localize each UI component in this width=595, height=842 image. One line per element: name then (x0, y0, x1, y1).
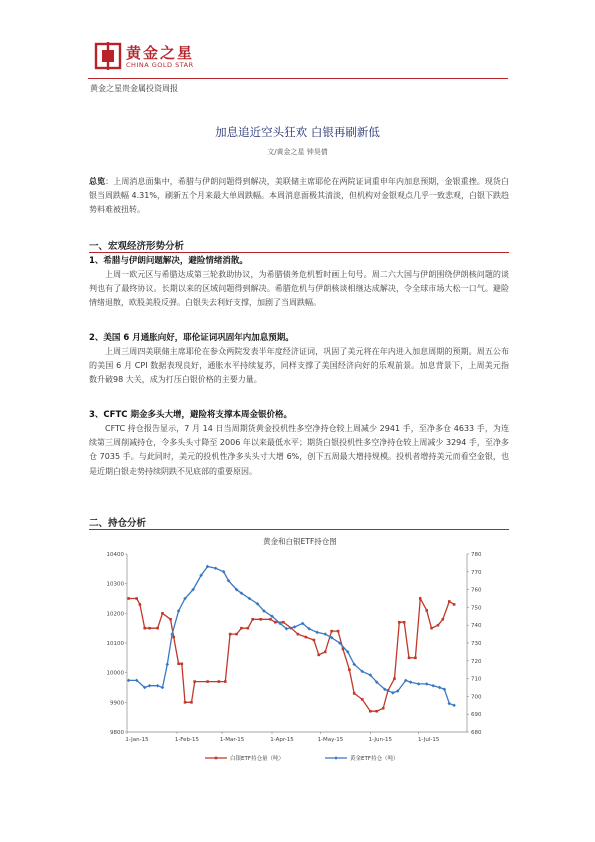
series-point (229, 633, 232, 636)
series-point (305, 636, 308, 639)
chart-tick-labels (107, 552, 482, 743)
series-point (240, 627, 243, 630)
series-point (251, 618, 254, 621)
series-point (324, 651, 327, 654)
series-point (161, 612, 164, 615)
series-point (398, 621, 401, 624)
chart-series (127, 565, 456, 713)
chart-axes (125, 554, 469, 734)
series-point (206, 680, 209, 683)
y-left-tick-label: 10100 (106, 641, 124, 647)
series-point (425, 682, 429, 686)
series-point (442, 618, 445, 621)
series-line (129, 567, 455, 706)
summary-paragraph (89, 175, 509, 218)
chart-legend (205, 754, 399, 762)
series-point (417, 682, 421, 686)
y-right-tick-label: 720 (471, 658, 482, 665)
y-right-tick-label: 750 (471, 605, 482, 612)
section-divider (89, 529, 509, 530)
series-point (218, 680, 221, 683)
series-point (403, 621, 406, 624)
series-point (431, 684, 435, 688)
series-point (409, 680, 413, 684)
series-point (184, 701, 187, 704)
series-point (425, 609, 428, 612)
series-point (369, 710, 372, 713)
summary-text: ：上周消息面集中，希腊与伊朗问题得到解决，美联储主席耶伦在两院证词重申年内加息预期，金银重挫。现货白银当周跌幅 4.31%，刷新五个月来最大单周跌幅。本周消息面极其清淡，但机构对金银观点几乎一致悲观，白银下跌趋势料难被扭转。 (89, 177, 510, 215)
y-right-tick-label: 780 (471, 552, 482, 558)
series-point (259, 618, 262, 621)
subsection-heading: 1、希腊与伊朗问题解决，避险情绪消散。 (89, 256, 248, 266)
series-point (414, 657, 417, 660)
series-point (156, 627, 159, 630)
legend-marker (334, 756, 338, 760)
series-point (148, 627, 151, 630)
y-right-tick-label: 740 (471, 623, 482, 630)
series-point (214, 566, 218, 570)
series-point (453, 603, 456, 606)
legend-label: 黄金ETF持仓（吨） (350, 756, 399, 762)
series-point (269, 618, 272, 621)
x-tick-label: 1-May-15 (317, 737, 344, 743)
series-point (382, 707, 385, 710)
series-point (330, 630, 333, 633)
y-left-tick-label: 9800 (110, 730, 124, 736)
etf-holdings-chart (95, 532, 505, 772)
series-point (156, 684, 160, 688)
series-point (127, 679, 131, 683)
y-left-tick-label: 10400 (106, 552, 124, 558)
series-point (169, 618, 172, 621)
series-point (143, 627, 146, 630)
y-right-tick-label: 680 (471, 730, 482, 736)
x-tick-label: 1-Mar-15 (219, 737, 245, 743)
logo-text: 黄金之星 (126, 44, 195, 62)
legend-marker (215, 757, 218, 760)
series-point (274, 621, 277, 624)
series-point (135, 597, 138, 600)
x-tick-label: 1-Feb-15 (174, 737, 200, 743)
series-point (361, 698, 364, 701)
series-point (452, 704, 456, 708)
y-right-tick-label: 710 (471, 676, 482, 683)
x-tick-label: 1-Jun-15 (368, 737, 393, 743)
x-tick-label: 1-Jan-15 (125, 737, 149, 743)
series-point (438, 686, 442, 690)
legend-label: 白银ETF持仓量（吨） (230, 756, 284, 762)
series-point (148, 684, 152, 688)
y-right-tick-label: 690 (471, 712, 482, 719)
series-point (224, 680, 227, 683)
series-point (447, 702, 451, 706)
y-right-tick-label: 770 (471, 569, 482, 576)
series-point (293, 625, 297, 629)
series-point (443, 687, 447, 691)
series-point (393, 677, 396, 680)
series-point (247, 627, 250, 630)
series-point (313, 639, 316, 642)
series-point (190, 701, 193, 704)
series-point (172, 636, 175, 639)
header-divider (88, 78, 508, 79)
series-point (139, 603, 142, 606)
subsection-heading: 2、美国 6 月通胀向好，耶伦证词巩固年内加息预期。 (89, 333, 294, 343)
series-point (161, 686, 165, 690)
article-author: 文/黄金之星 钟昊倩 (267, 148, 328, 156)
series-point (348, 668, 351, 671)
y-left-tick-label: 10000 (106, 670, 124, 677)
logo-mark-icon (94, 42, 122, 70)
series-point (177, 662, 180, 665)
series-point (375, 710, 378, 713)
subsection-paragraph: CFTC 持仓报告显示，7 月 14 日当周期货黄金投机性多空净持仓较上周减少 2941 手，至净多仓 4633 手，为连续第三周削减持仓，令多头头寸降至 2006 年以来最低水平；期货白银投机性多空净持仓较上周减少 3294 手，至净多仓 7035 手。与此同时，美元的投机性净多头头寸大增 6%，创下五周最大增持规模。投机者增持美元而看空金银，也是近期白银走势持续阴跌不见底部的重要原因。 (89, 424, 509, 476)
series-point (337, 630, 340, 633)
series-point (127, 597, 130, 600)
subsection-heading: 3、CFTC 期金多头大增，避险将支撑本周金银价格。 (89, 410, 292, 420)
logo (94, 42, 234, 74)
series-point (419, 597, 422, 600)
section-heading-positions: 二、持仓分析 (89, 518, 147, 529)
series-point (282, 621, 285, 624)
section-divider (89, 252, 509, 253)
y-right-tick-label: 730 (471, 641, 482, 647)
series-point (437, 624, 440, 627)
subsection-paragraph: 上周三周四美联储主席耶伦在参众两院发表半年度经济证词，巩固了美元将在年内进入加息周期的预期。周五公布的美国 6 月 CPI 数据表现良好，通胀水平持续复苏，同样支撑了美国经济向好的乐观前景。加息背景下，上周美元指数升破98 大关，成为打压白银价格的主要力量。 (89, 347, 509, 385)
series-point (430, 627, 433, 630)
series-point (193, 680, 196, 683)
subsection-paragraph: 上周一欧元区与希腊达成第三轮救助协议，为希腊债务危机暂时画上句号。周二六大国与伊朗围绕伊朗核问题的谈判也有了最终协议。长期以来的区域问题得到解决。希腊危机与伊朗核谈相继达成解决，令全球市场大松一口气。避险情绪退散，欧股美股反弹。白银失去利好支撑，加剧了当周跌幅。 (89, 270, 509, 308)
article-title: 加息追近空头狂欢 白银再刷新低 (215, 125, 380, 139)
series-point (408, 657, 411, 660)
series-point (353, 692, 356, 695)
series-point (235, 633, 238, 636)
logo-subtext: CHINA GOLD STAR (126, 61, 194, 69)
series-point (448, 600, 451, 603)
series-point (165, 663, 169, 667)
y-left-tick-label: 10300 (106, 581, 124, 588)
report-series-name: 黄金之星贵金属投资周报 (90, 84, 178, 93)
x-tick-label: 1-Apr-15 (270, 737, 294, 743)
series-point (317, 654, 320, 657)
summary-label: 总览 (89, 177, 106, 186)
section-heading-macro: 一、宏观经济形势分析 (89, 241, 185, 252)
series-point (180, 662, 183, 665)
x-tick-label: 1-Jul-15 (417, 737, 440, 743)
series-point (297, 633, 300, 636)
y-left-tick-label: 9900 (110, 700, 124, 707)
y-right-tick-label: 700 (471, 694, 482, 701)
y-right-tick-label: 760 (471, 587, 482, 594)
y-left-tick-label: 10200 (106, 611, 124, 618)
chart-title: 黄金和白银ETF持仓图 (263, 537, 337, 546)
